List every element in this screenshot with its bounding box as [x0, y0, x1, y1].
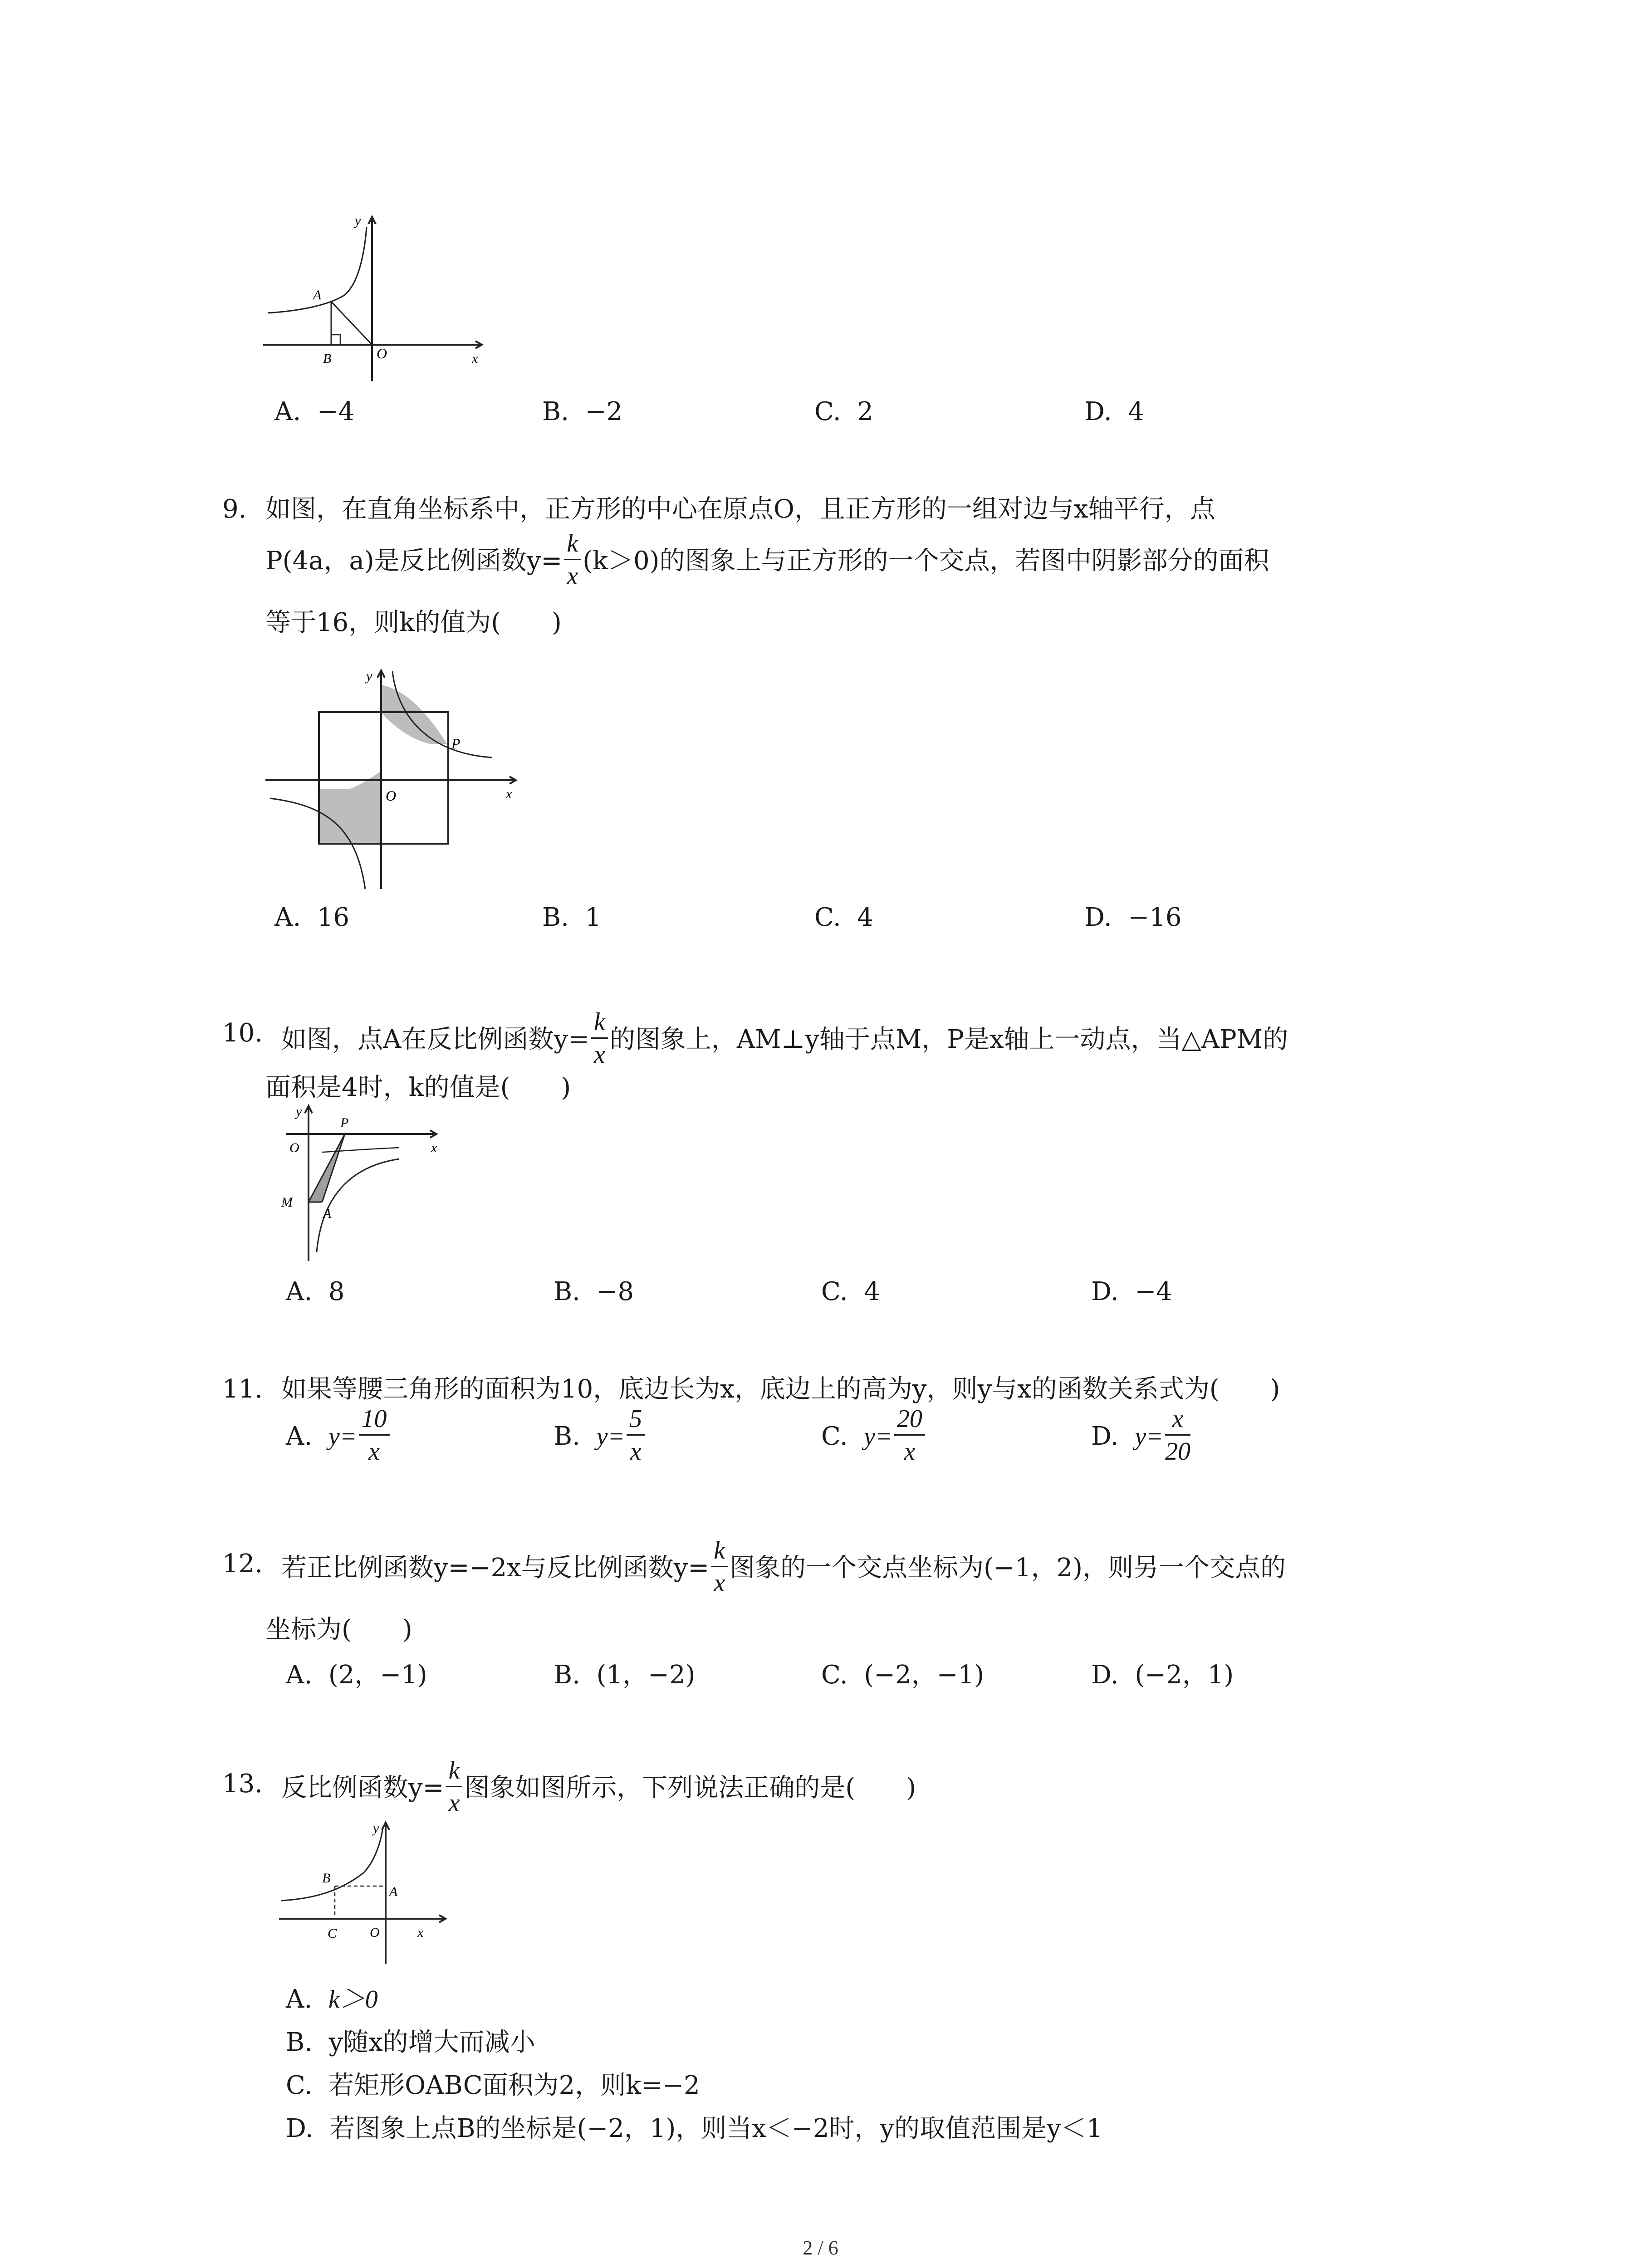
q11-option-b: B. y= $\frac{5}{x}$ [554, 1408, 647, 1468]
q13-line1: 反比例函数y= $\frac{k}{x}$ 图象如图所示，下列说法正确的是( ) [281, 1756, 916, 1817]
q10-fig-O: O [289, 1140, 299, 1155]
q13-fig-A: A [389, 1884, 398, 1899]
q10-line1: 如图，点A在反比例函数y= $\frac{k}{x}$ 的图象上，AM⊥y轴于点M，P是x轴上一动点，当△APM的 [281, 1008, 1288, 1069]
q13-option-c: C. 若矩形OABC面积为2，则k=−2 [286, 2071, 700, 2100]
q12-line2: 坐标为( ) [265, 1615, 412, 1644]
q9-fig-y: y [366, 669, 372, 684]
q10-fig-M: M [281, 1195, 293, 1210]
q11-line1: 如果等腰三角形的面积为10，底边长为x，底边上的高为y，则y与x的函数关系式为( ) [281, 1374, 1280, 1404]
q13-fig-B: B [322, 1871, 331, 1886]
q9-fig-P: P [451, 735, 460, 752]
q9-figure [261, 662, 533, 898]
q11-option-a: A. y= $\frac{10}{x}$ [286, 1408, 392, 1468]
q9-line3: 等于16，则k的值为( ) [265, 608, 562, 637]
q10-option-a: A. 8 [286, 1277, 345, 1306]
q9-fig-x: x [506, 787, 512, 802]
q9-fig-O: O [386, 787, 397, 804]
q9-fraction: $\frac{k}{x}$ [564, 530, 581, 590]
q10-fig-x: x [431, 1140, 437, 1155]
q13-fig-y: y [373, 1821, 379, 1836]
q8-fig-O: O [377, 345, 387, 362]
q13-option-a: A. k＞0 [286, 1984, 378, 2014]
q9-line2: P(4a，a)是反比例函数y= $\frac{k}{x}$ (k＞0)的图象上与正方形的一个交点，若图中阴影部分的面积 [265, 529, 1269, 590]
q8-figure [254, 209, 499, 390]
q10-fraction: $\frac{k}{x}$ [591, 1009, 608, 1068]
q9-option-c: C. 4 [814, 903, 873, 932]
q13-fig-C: C [328, 1926, 337, 1941]
q12-line1: 若正比例函数y=−2x与反比例函数y= $\frac{k}{x}$ 图象的一个交点坐标为(−1，2)，则另一个交点的 [281, 1536, 1286, 1597]
q12-option-a: A. (2，−1) [286, 1660, 427, 1690]
q8-option-a: A. −4 [274, 397, 355, 426]
q13-fig-O: O [370, 1925, 380, 1940]
q8-option-b: B. −2 [542, 397, 623, 426]
q10-figure [272, 1102, 445, 1270]
q13-option-b: B. y随x的增大而减小 [286, 2028, 535, 2057]
q13-fig-x: x [417, 1925, 424, 1940]
q10-fig-y: y [296, 1104, 302, 1119]
q9-option-a: A. 16 [274, 903, 350, 932]
q13-fraction: $\frac{k}{x}$ [446, 1757, 463, 1817]
q12-option-b: B. (1，−2) [554, 1660, 696, 1690]
q9-number: 9. [222, 494, 247, 524]
q9-option-d: D. −16 [1084, 903, 1182, 932]
q8-fig-B: B [323, 351, 332, 366]
q10-fig-P: P [340, 1115, 349, 1130]
q11-number: 11. [222, 1374, 263, 1404]
q9-line1: 如图，在直角坐标系中，正方形的中心在原点O，且正方形的一组对边与x轴平行，点 [265, 494, 1215, 524]
q10-option-c: C. 4 [821, 1277, 880, 1306]
q12-fraction: $\frac{k}{x}$ [711, 1537, 728, 1597]
q10-line2: 面积是4时，k的值是( ) [265, 1073, 571, 1102]
q10-number: 10. [222, 1018, 263, 1048]
q8-option-d: D. 4 [1084, 397, 1144, 426]
q11-option-c: C. y= $\frac{20}{x}$ [821, 1408, 927, 1468]
q11-option-d: D. y= $\frac{x}{20}$ [1091, 1405, 1190, 1466]
q13-number: 13. [222, 1769, 263, 1799]
q10-option-d: D. −4 [1091, 1277, 1172, 1306]
q13-option-d: D. 若图象上点B的坐标是(−2，1)，则当x＜−2时，y的取值范围是y＜1 [286, 2114, 1103, 2143]
q13-figure [272, 1819, 463, 1973]
q12-option-d: D. (−2，1) [1091, 1660, 1234, 1690]
q8-fig-y: y [355, 213, 361, 228]
q12-number: 12. [222, 1549, 263, 1579]
page-number: 2 / 6 [803, 2237, 838, 2259]
q10-option-b: B. −8 [554, 1277, 634, 1306]
q9-option-b: B. 1 [542, 903, 602, 932]
q8-fig-x: x [472, 351, 478, 366]
q10-fig-A: A [323, 1206, 332, 1221]
q12-option-c: C. (−2，−1) [821, 1660, 985, 1690]
q8-fig-A: A [313, 288, 322, 303]
q8-option-c: C. 2 [814, 397, 873, 426]
